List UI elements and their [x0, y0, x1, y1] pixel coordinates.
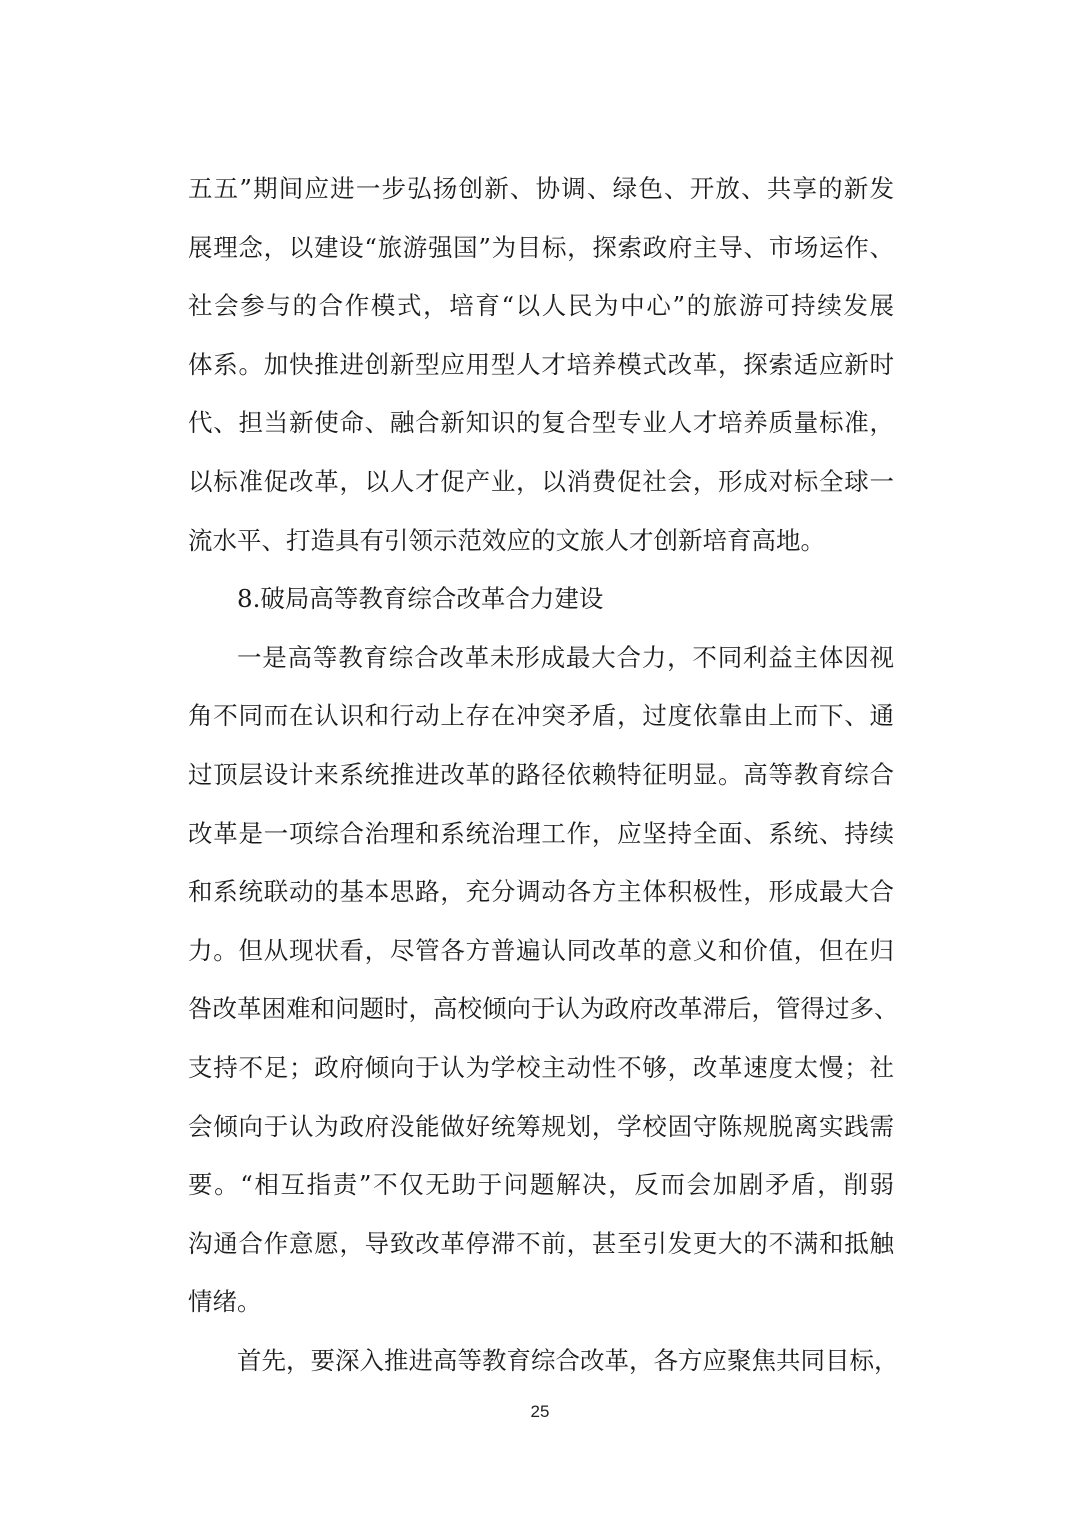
text-line: 过顶层设计来系统推进改革的路径依赖特征明显。高等教育综合 — [188, 759, 894, 789]
text-line: 支持不足；政府倾向于认为学校主动性不够，改革速度太慢；社 — [188, 1052, 894, 1082]
page-number: 25 — [530, 1402, 550, 1421]
text-line: 代、担当新使命、融合新知识的复合型专业人才培养质量标准， — [188, 408, 894, 438]
text-line: 和系统联动的基本思路，充分调动各方主体积极性，形成最大合 — [188, 877, 894, 907]
text-line: 改革是一项综合治理和系统治理工作，应坚持全面、系统、持续 — [188, 818, 894, 848]
text-line: 以标准促改革，以人才促产业，以消费促社会，形成对标全球一 — [188, 466, 894, 496]
text-line: 流水平、打造具有引领示范效应的文旅人才创新培育高地。 — [188, 525, 825, 555]
text-line: 情绪。 — [188, 1287, 262, 1317]
text-line: 力。但从现状看，尽管各方普遍认同改革的意义和价值，但在归 — [188, 935, 894, 965]
text-line: 五五”期间应进一步弘扬创新、协调、绿色、开放、共享的新发 — [188, 174, 894, 203]
section-heading: 8.破局高等教育综合改革合力建设 — [237, 584, 604, 614]
text-line: 一是高等教育综合改革未形成最大合力，不同利益主体因视 — [237, 642, 894, 672]
text-line: 首先，要深入推进高等教育综合改革，各方应聚焦共同目标， — [237, 1345, 899, 1375]
text-line: 体系。加快推进创新型应用型人才培养模式改革，探索适应新时 — [188, 349, 894, 379]
text-line: 角不同而在认识和行动上存在冲突矛盾，过度依靠由上而下、通 — [188, 701, 894, 731]
body-text — [188, 160, 899, 1390]
text-line: 会倾向于认为政府没能做好统筹规划，学校固守陈规脱离实践需 — [188, 1111, 894, 1141]
text-line: 社会参与的合作模式，培育“以人民为中心”的旅游可持续发展 — [188, 291, 894, 321]
text-line: 咎改革困难和问题时，高校倾向于认为政府改革滞后，管得过多、 — [188, 994, 899, 1024]
text-line: 展理念，以建设“旅游强国”为目标，探索政府主导、市场运作、 — [188, 232, 894, 262]
text-line: 沟通合作意愿，导致改革停滞不前，甚至引发更大的不满和抵触 — [188, 1228, 894, 1258]
text-line: 要。“相互指责”不仅无助于问题解决，反而会加剧矛盾，削弱 — [188, 1170, 894, 1200]
